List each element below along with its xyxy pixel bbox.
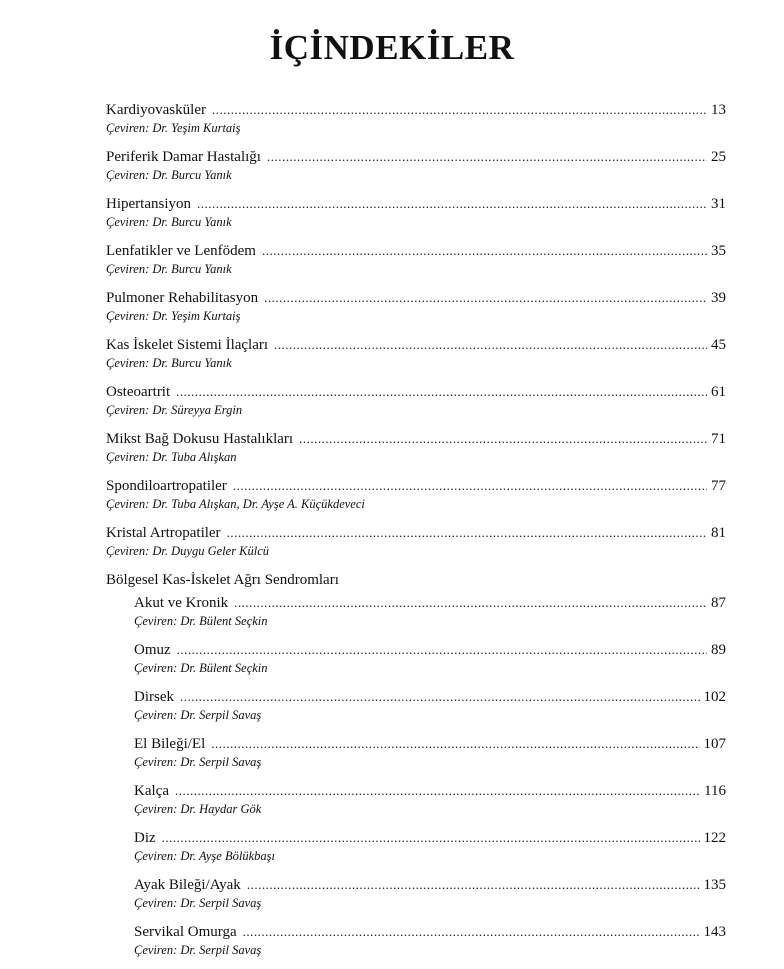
page-number: 45	[711, 337, 726, 353]
dot-leader	[177, 640, 707, 660]
dot-leader	[180, 687, 700, 707]
translator-credit: Çeviren: Dr. Burcu Yanık	[106, 215, 232, 229]
page-number: 107	[703, 736, 726, 752]
dot-leader	[274, 335, 707, 355]
toc-entry-title: El Bileği/El	[134, 736, 206, 752]
toc-entry-title: Spondiloartropatiler	[106, 478, 227, 494]
toc-entry[interactable]	[106, 429, 726, 476]
dot-leader	[247, 875, 700, 895]
translator-credit: Çeviren: Dr. Serpil Savaş	[134, 896, 262, 910]
dot-leader	[211, 734, 699, 754]
page-number: 39	[711, 290, 726, 306]
page-number: 102	[703, 689, 726, 705]
toc-entry[interactable]	[106, 147, 726, 194]
dot-leader	[227, 523, 707, 543]
translator-credit: Çeviren: Dr. Tuba Alışkan, Dr. Ayşe A. Küçükdeveci	[106, 497, 365, 511]
translator-credit: Çeviren: Dr. Bülent Seçkin	[134, 661, 268, 675]
toc-entry-title: Kas İskelet Sistemi İlaçları	[106, 337, 269, 353]
toc-subentry[interactable]	[134, 734, 726, 781]
dot-leader	[234, 593, 707, 613]
page-number: 81	[711, 525, 726, 541]
dot-leader	[197, 194, 707, 214]
translator-credit: Çeviren: Dr. Ayşe Bölükbaşı	[134, 849, 275, 863]
translator-credit: Çeviren: Dr. Serpil Savaş	[134, 943, 262, 957]
dot-leader	[175, 781, 700, 801]
toc-entry-title: Kardiyovasküler	[106, 102, 206, 118]
page-number: 13	[711, 102, 726, 118]
toc-subentry[interactable]	[134, 781, 726, 828]
dot-leader	[176, 382, 707, 402]
toc-subentry[interactable]	[134, 687, 726, 734]
page-number: 87	[711, 595, 726, 611]
page-number: 135	[703, 877, 726, 893]
toc-entry[interactable]	[106, 382, 726, 429]
toc-entry[interactable]	[106, 194, 726, 241]
page-number: 35	[711, 243, 726, 259]
toc-entry[interactable]	[106, 335, 726, 382]
dot-leader	[162, 828, 700, 848]
translator-credit: Çeviren: Dr. Burcu Yanık	[106, 356, 232, 370]
toc-entry-title: Kalça	[134, 783, 169, 799]
toc-entry-title: Pulmoner Rehabilitasyon	[106, 290, 259, 306]
toc-entry-title: Lenfatikler ve Lenfödem	[106, 243, 256, 259]
translator-credit: Çeviren: Dr. Yeşim Kurtaiş	[106, 121, 241, 135]
toc-entry-title: Periferik Damar Hastalığı	[106, 149, 261, 165]
page-title: İÇİNDEKİLER	[269, 28, 515, 67]
toc-entry-title: Osteoartrit	[106, 384, 171, 400]
translator-credit: Çeviren: Dr. Duygu Geler Külcü	[106, 544, 270, 558]
translator-credit: Çeviren: Dr. Bülent Seçkin	[134, 614, 268, 628]
dot-leader	[262, 241, 707, 261]
page-number: 77	[711, 478, 726, 494]
toc-subentry[interactable]	[134, 875, 726, 922]
page-number: 116	[704, 783, 726, 799]
toc-entry-title: Omuz	[134, 642, 171, 658]
toc-entry[interactable]	[106, 476, 726, 523]
dot-leader	[299, 429, 707, 449]
toc-subentry[interactable]	[134, 593, 726, 640]
table-of-contents	[106, 100, 726, 969]
toc-entry-title: Mikst Bağ Dokusu Hastalıkları	[106, 431, 294, 447]
toc-entry-title: Dirsek	[134, 689, 174, 705]
toc-entry-title: Kristal Artropatiler	[106, 525, 221, 541]
translator-credit: Çeviren: Dr. Burcu Yanık	[106, 168, 232, 182]
page-number: 143	[703, 924, 726, 940]
translator-credit: Çeviren: Dr. Burcu Yanık	[106, 262, 232, 276]
page-number: 71	[711, 431, 726, 447]
translator-credit: Çeviren: Dr. Süreyya Ergin	[106, 403, 243, 417]
section-heading: Bölgesel Kas-İskelet Ağrı Sendromları	[106, 572, 339, 588]
toc-entry-title: Akut ve Kronik	[134, 595, 229, 611]
translator-credit: Çeviren: Dr. Tuba Alışkan	[106, 450, 237, 464]
page-number: 89	[711, 642, 726, 658]
toc-subentry[interactable]	[134, 640, 726, 687]
toc-entry-title: Servikal Omurga	[134, 924, 237, 940]
dot-leader	[212, 100, 707, 120]
dot-leader	[267, 147, 707, 167]
page-number: 31	[711, 196, 726, 212]
toc-entry[interactable]	[106, 241, 726, 288]
page-number: 25	[711, 149, 726, 165]
toc-entry[interactable]	[106, 288, 726, 335]
translator-credit: Çeviren: Dr. Serpil Savaş	[134, 755, 262, 769]
subsection-list	[134, 593, 726, 969]
toc-entry[interactable]	[106, 523, 726, 570]
toc-entry-title: Diz	[134, 830, 156, 846]
toc-subentry[interactable]	[134, 922, 726, 969]
page-number: 122	[703, 830, 726, 846]
toc-entry[interactable]	[106, 100, 726, 147]
translator-credit: Çeviren: Dr. Yeşim Kurtaiş	[106, 309, 241, 323]
toc-entry-title: Ayak Bileği/Ayak	[134, 877, 241, 893]
dot-leader	[243, 922, 700, 942]
toc-entry-title: Hipertansiyon	[106, 196, 191, 212]
translator-credit: Çeviren: Dr. Serpil Savaş	[134, 708, 262, 722]
page-number: 61	[711, 384, 726, 400]
translator-credit: Çeviren: Dr. Haydar Gök	[134, 802, 262, 816]
dot-leader	[233, 476, 707, 496]
toc-subentry[interactable]	[134, 828, 726, 875]
dot-leader	[264, 288, 707, 308]
